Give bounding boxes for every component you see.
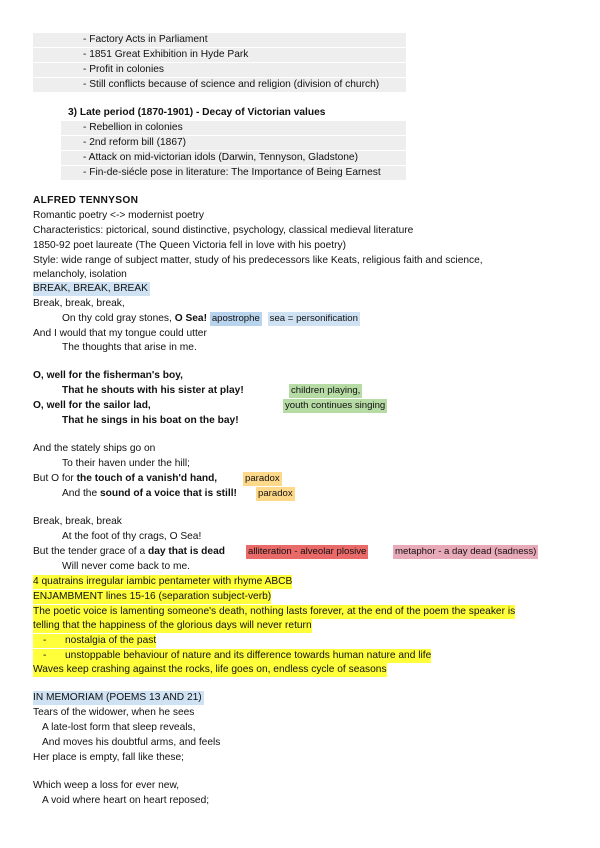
poem-line: And moves his doubtful arms, and feels	[42, 737, 221, 748]
poem-line: Break, break, break,	[33, 298, 125, 309]
annotation-tag: children playing,	[291, 385, 361, 396]
poem-line: And I would that my tongue could utter	[33, 328, 207, 339]
list-item: - 1851 Great Exhibition in Hyde Park	[33, 48, 406, 62]
poem-emphasis: the touch of a vanish'd hand,	[76, 473, 218, 484]
poem-line: A late-lost form that sleep reveals,	[42, 722, 196, 733]
analysis-line: telling that the happiness of the glorious days will never return	[33, 620, 312, 631]
poem-line: To their haven under the hill;	[62, 458, 190, 469]
annotation-tag: youth continues singing	[285, 400, 386, 411]
poem-line: Tears of the widower, when he sees	[33, 707, 195, 718]
list-item: - 2nd reform bill (1867)	[61, 136, 406, 150]
poem-line: A void where heart on heart reposed;	[42, 795, 210, 806]
poem-line: Her place is empty, fall like these;	[33, 752, 184, 763]
annotation-tag: paradox	[258, 488, 293, 499]
poem-text: And the	[62, 488, 100, 499]
list-item: - Still conflicts because of science and religion (division of church)	[33, 78, 406, 92]
list-item: - Factory Acts in Parliament	[33, 33, 406, 47]
annotation-tag: paradox	[245, 473, 280, 484]
bullet-item	[33, 634, 156, 648]
text-line: Style: wide range of subject matter, study of his predecessors like Keats, religious faith and science,	[33, 255, 483, 266]
poem-line	[33, 545, 225, 559]
poem-text: But O for	[33, 473, 77, 484]
poem-line: The thoughts that arise in me.	[62, 342, 197, 353]
bullet-text: nostalgia of the past	[65, 635, 157, 646]
poem-line: Which weep a loss for ever new,	[33, 780, 180, 791]
author-heading: ALFRED TENNYSON	[33, 195, 139, 206]
bullet-dash: -	[43, 650, 47, 661]
text-line: Characteristics: pictorical, sound distinctive, psychology, classical medieval literature	[33, 225, 414, 236]
poem-line	[33, 472, 217, 486]
analysis-line: The poetic voice is lamenting someone's death, nothing lasts forever, at the end of the poem the speaker is	[33, 606, 516, 617]
analysis-line: Waves keep crashing against the rocks, life goes on, endless cycle of seasons	[33, 664, 387, 675]
poem-line: O, well for the sailor lad,	[33, 400, 151, 411]
analysis-line: ENJAMBMENT lines 15-16 (separation subject-verb)	[33, 591, 272, 602]
poem-line: At the foot of thy crags, O Sea!	[62, 531, 202, 542]
poem-line: That he shouts with his sister at play!	[62, 385, 244, 396]
poem-line	[62, 312, 360, 326]
poem-text: On thy cold gray stones,	[62, 313, 175, 324]
text-line: 1850-92 poet laureate (The Queen Victoria fell in love with his poetry)	[33, 240, 346, 251]
list-item: - Fin-de-siécle pose in literature: The Importance of Being Earnest	[61, 166, 406, 180]
poem-line: Break, break, break	[33, 516, 122, 527]
bullet-text: unstoppable behaviour of nature and its difference towards human nature and life	[65, 650, 432, 661]
annotation-tag: alliteration - alveolar plosive	[248, 546, 367, 557]
poem-title: IN MEMORIAM (POEMS 13 AND 21)	[33, 692, 202, 703]
poem-line: That he sings in his boat on the bay!	[62, 415, 239, 426]
poem-emphasis: day that is dead	[147, 546, 225, 557]
annotation-tag: apostrophe	[211, 313, 260, 324]
list-item: - Rebellion in colonies	[61, 121, 406, 135]
poem-line: And the stately ships go on	[33, 443, 156, 454]
text-line: Romantic poetry <-> modernist poetry	[33, 210, 204, 221]
poem-emphasis: sound of a voice that is still!	[99, 488, 237, 499]
poem-title: BREAK, BREAK, BREAK	[33, 283, 148, 294]
poem-line: O, well for the fisherman's boy,	[33, 370, 183, 381]
annotation-tag: sea = personification	[269, 313, 358, 324]
list-item: - Profit in colonies	[33, 63, 406, 77]
bullet-item	[33, 649, 431, 663]
poem-line: Will never come back to me.	[62, 561, 190, 572]
list-item: - Attack on mid-victorian idols (Darwin, Tennyson, Gladstone)	[61, 151, 406, 165]
section-heading: 3) Late period (1870-1901) - Decay of Victorian values	[68, 107, 326, 118]
poem-emphasis: O Sea!	[174, 313, 207, 324]
text-line: melancholy, isolation	[33, 269, 127, 280]
annotation-tag: metaphor - a day dead (sadness)	[395, 546, 537, 557]
analysis-line: 4 quatrains irregular iambic pentameter with rhyme ABCB	[33, 576, 293, 587]
poem-line	[62, 487, 237, 501]
bullet-dash: -	[43, 635, 47, 646]
poem-text: But the tender grace of a	[33, 546, 148, 557]
